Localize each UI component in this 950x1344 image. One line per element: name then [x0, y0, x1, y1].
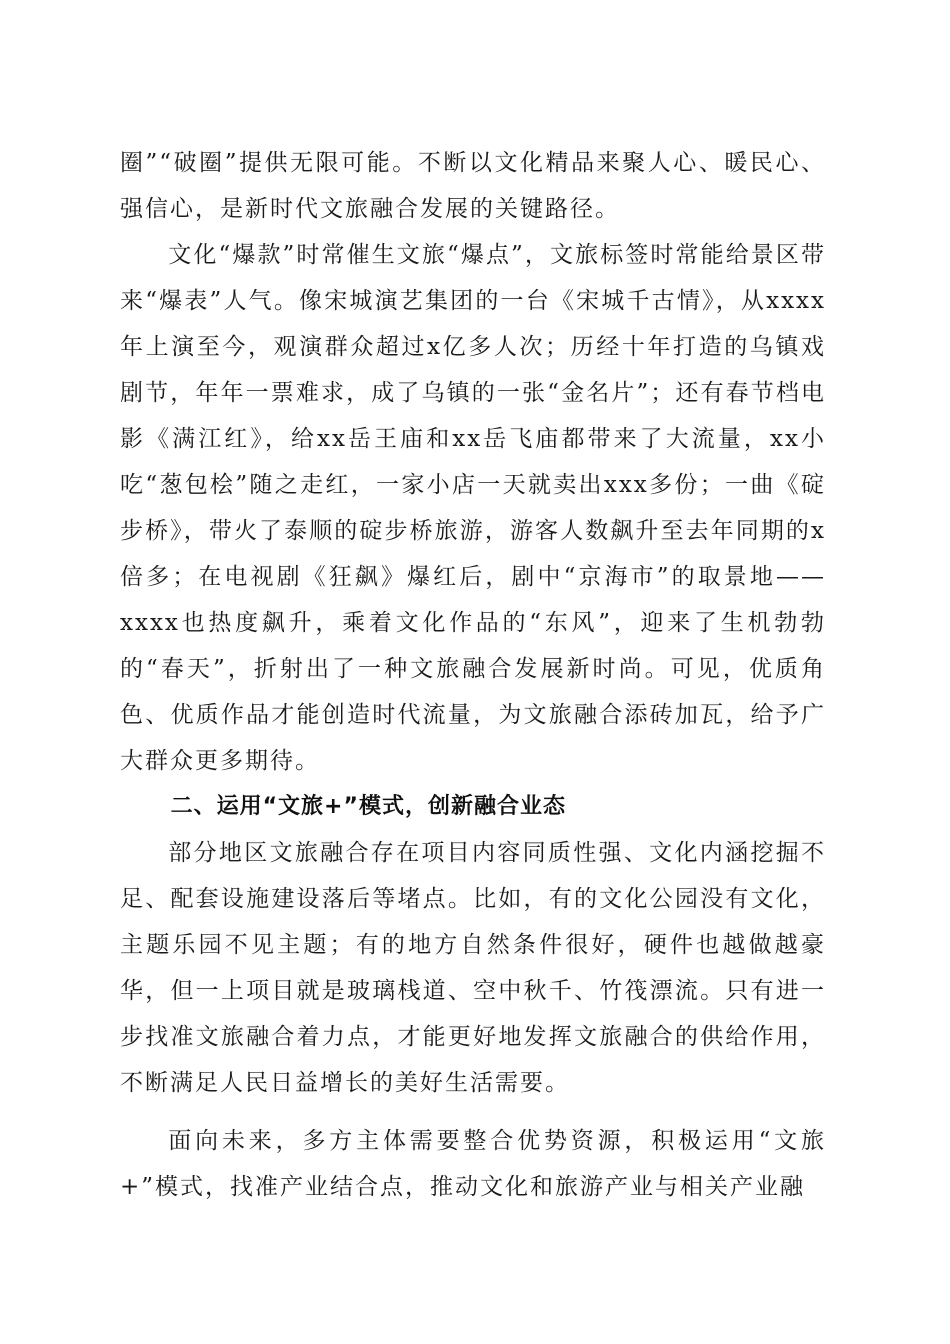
- section-heading: 二、运用“文旅+”模式，创新融合业态: [170, 794, 566, 819]
- paragraph-spacer: [120, 1106, 826, 1118]
- paragraph-continuation: 圈”“破圈”提供无限可能。不断以文化精品来聚人心、暖民心、强信心，是新时代文旅融合发展的关键路径。: [120, 150, 826, 222]
- paragraph-problems: 部分地区文旅融合存在项目内容同质性强、文化内涵挖掘不足、配套设施建设落后等堵点。比如，有的文化公园没有文化，主题乐园不见主题；有的地方自然条件很好，硬件也越做越豪华，但一上项目就是玻璃栈道、空中秋千、竹筏漂流。只有进一步找准文旅融合着力点，才能更好地发挥文旅融合的供给作用，不断满足人民日益增长的美好生活需要。: [120, 840, 826, 1096]
- paragraph-examples: 文化“爆款”时常催生文旅“爆点”，文旅标签时常能给景区带来“爆表”人气。像宋城演艺集团的一台《宋城千古情》，从xxxx年上演至今，观演群众超过x亿多人次；历经十年打造的乌镇戏剧节，年年一票难求，成了乌镇的一张“金名片”；还有春节档电影《满江红》，给xx岳王庙和xx岳飞庙都带来了大流量，xx小吃“葱包桧”随之走红，一家小店一天就卖出xxx多份；一曲《碇步桥》，带火了泰顺的碇步桥旅游，游客人数飙升至去年同期的x倍多；在电视剧《狂飙》爆红后，剧中“京海市”的取景地——xxxx也热度飙升，乘着文化作品的“东风”，迎来了生机勃勃的“春天”，折射出了一种文旅融合发展新时尚。可见，优质角色、优质作品才能创造时代流量，为文旅融合添砖加瓦，给予广大群众更多期待。: [120, 242, 826, 774]
- paragraph-future: 面向未来，多方主体需要整合优势资源，积极运用“文旅+”模式，找准产业结合点，推动文化和旅游产业与相关产业融: [120, 1128, 826, 1200]
- document-body: [120, 140, 826, 1210]
